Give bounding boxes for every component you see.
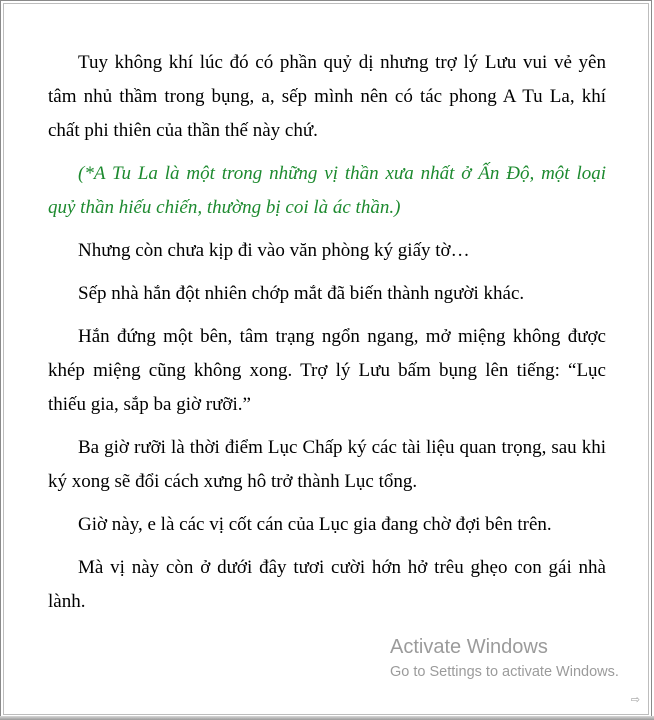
watermark-title: Activate Windows: [390, 636, 548, 658]
watermark-subtitle: Go to Settings to activate Windows.: [390, 664, 619, 680]
paragraph: Ba giờ rưỡi là thời điểm Lục Chấp ký các tài liệu quan trọng, sau khi ký xong sẽ đổi cách xưng hô trở thành Lục tổng.: [48, 437, 606, 492]
paragraph: Tuy không khí lúc đó có phần quỷ dị nhưng trợ lý Lưu vui vẻ yên tâm nhủ thầm trong bụng, a, sếp mình nên có tác phong A Tu La, khí chất phi thiên của thần thế này chứ.: [48, 52, 606, 141]
paragraph: Giờ này, e là các vị cốt cán của Lục gia đang chờ đợi bên trên.: [78, 514, 552, 535]
paragraph: Sếp nhà hắn đột nhiên chớp mắt đã biến thành người khác.: [78, 283, 525, 304]
paragraph: Hắn đứng một bên, tâm trạng ngổn ngang, mở miệng không được khép miệng cũng không xong. Trợ lý Lưu bấm bụng lên tiếng: “Lục thiếu gia, sắp ba giờ rưỡi.”: [48, 326, 606, 415]
activate-windows-watermark: [390, 634, 619, 682]
document-body: [48, 46, 606, 628]
page-bottom-shadow: [0, 716, 654, 720]
translator-note: (*A Tu La là một trong những vị thần xưa nhất ở Ấn Độ, một loại quỷ thần hiếu chiến, thường bị coi là ác thần.): [48, 163, 606, 218]
paragraph: Mà vị này còn ở dưới đây tươi cười hớn hở trêu ghẹo con gái nhà lành.: [48, 557, 606, 612]
arrow-icon: ⇨: [630, 693, 640, 706]
paragraph: Nhưng còn chưa kịp đi vào văn phòng ký giấy tờ…: [78, 240, 470, 261]
